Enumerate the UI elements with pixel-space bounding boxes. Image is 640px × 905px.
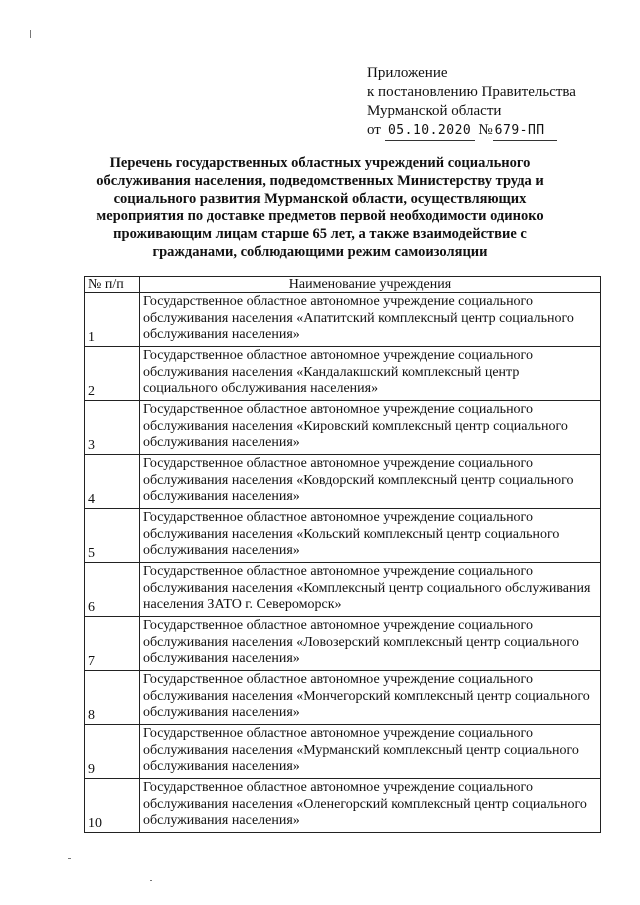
row-number: 3	[85, 401, 140, 455]
row-number: 1	[85, 293, 140, 347]
institution-name: Государственное областное автономное учреждение социального обслуживания населения «Кандалакшский комплексный центр социального обслуживания населения»	[140, 347, 601, 401]
scan-speck	[30, 30, 31, 38]
appendix-resolution-line: к постановлению Правительства	[367, 84, 576, 100]
row-number: 6	[85, 563, 140, 617]
header-number: № п/п	[85, 277, 140, 293]
table-row	[85, 563, 601, 617]
institution-name: Государственное областное автономное учреждение социального обслуживания населения «Комплексный центр социального обслуживания населения ЗАТО г. Североморск»	[140, 563, 601, 617]
institutions-table	[84, 276, 601, 833]
header-name: Наименование учреждения	[140, 277, 601, 293]
row-number: 10	[85, 779, 140, 833]
row-number: 7	[85, 617, 140, 671]
table-row	[85, 779, 601, 833]
institution-name: Государственное областное автономное учреждение социального обслуживания населения «Оленегорский комплексный центр социального обслуживания населения»	[140, 779, 601, 833]
table-row	[85, 671, 601, 725]
table-row	[85, 509, 601, 563]
from-label: от	[367, 122, 381, 138]
row-number: 8	[85, 671, 140, 725]
resolution-number: 679-ПП	[493, 121, 557, 141]
institution-name: Государственное областное автономное учреждение социального обслуживания населения «Кольский комплексный центр социального обслуживания населения»	[140, 509, 601, 563]
institution-name: Государственное областное автономное учреждение социального обслуживания населения «Мончегорский комплексный центр социального обслуживания населения»	[140, 671, 601, 725]
table-row	[85, 401, 601, 455]
table-header-row	[85, 277, 601, 293]
appendix-date-line	[367, 121, 607, 141]
institution-name: Государственное областное автономное учреждение социального обслуживания населения «Апатитский комплексный центр социального обслуживания населения»	[140, 293, 601, 347]
institution-name: Государственное областное автономное учреждение социального обслуживания населения «Мурманский комплексный центр социального обслуживания населения»	[140, 725, 601, 779]
institution-name: Государственное областное автономное учреждение социального обслуживания населения «Ловозерский комплексный центр социального обслуживания населения»	[140, 617, 601, 671]
document-title: Перечень государственных областных учреждений социального обслуживания населения, подведомственных Министерству труда и социального развития Мурманской области, осуществляющих мероприятия по доставке предметов первой необходимости одиноко проживающим лицам старше 65 лет, а также взаимодействие с гражданами, соблюдающими режим самоизоляции	[96, 155, 544, 260]
table-row	[85, 455, 601, 509]
row-number: 5	[85, 509, 140, 563]
table-row	[85, 617, 601, 671]
row-number: 9	[85, 725, 140, 779]
number-label: №	[478, 122, 493, 138]
resolution-date: 05.10.2020	[385, 121, 475, 141]
institution-name: Государственное областное автономное учреждение социального обслуживания населения «Ковдорский комплексный центр социального обслуживания населения»	[140, 455, 601, 509]
table-row	[85, 293, 601, 347]
scan-speck	[150, 880, 152, 881]
scan-speck	[68, 858, 71, 859]
appendix-block	[367, 64, 607, 141]
table-row	[85, 725, 601, 779]
appendix-region-line: Мурманской области	[367, 103, 502, 119]
row-number: 2	[85, 347, 140, 401]
table-row	[85, 347, 601, 401]
institution-name: Государственное областное автономное учреждение социального обслуживания населения «Кировский комплексный центр социального обслуживания населения»	[140, 401, 601, 455]
appendix-title: Приложение	[367, 65, 448, 81]
row-number: 4	[85, 455, 140, 509]
